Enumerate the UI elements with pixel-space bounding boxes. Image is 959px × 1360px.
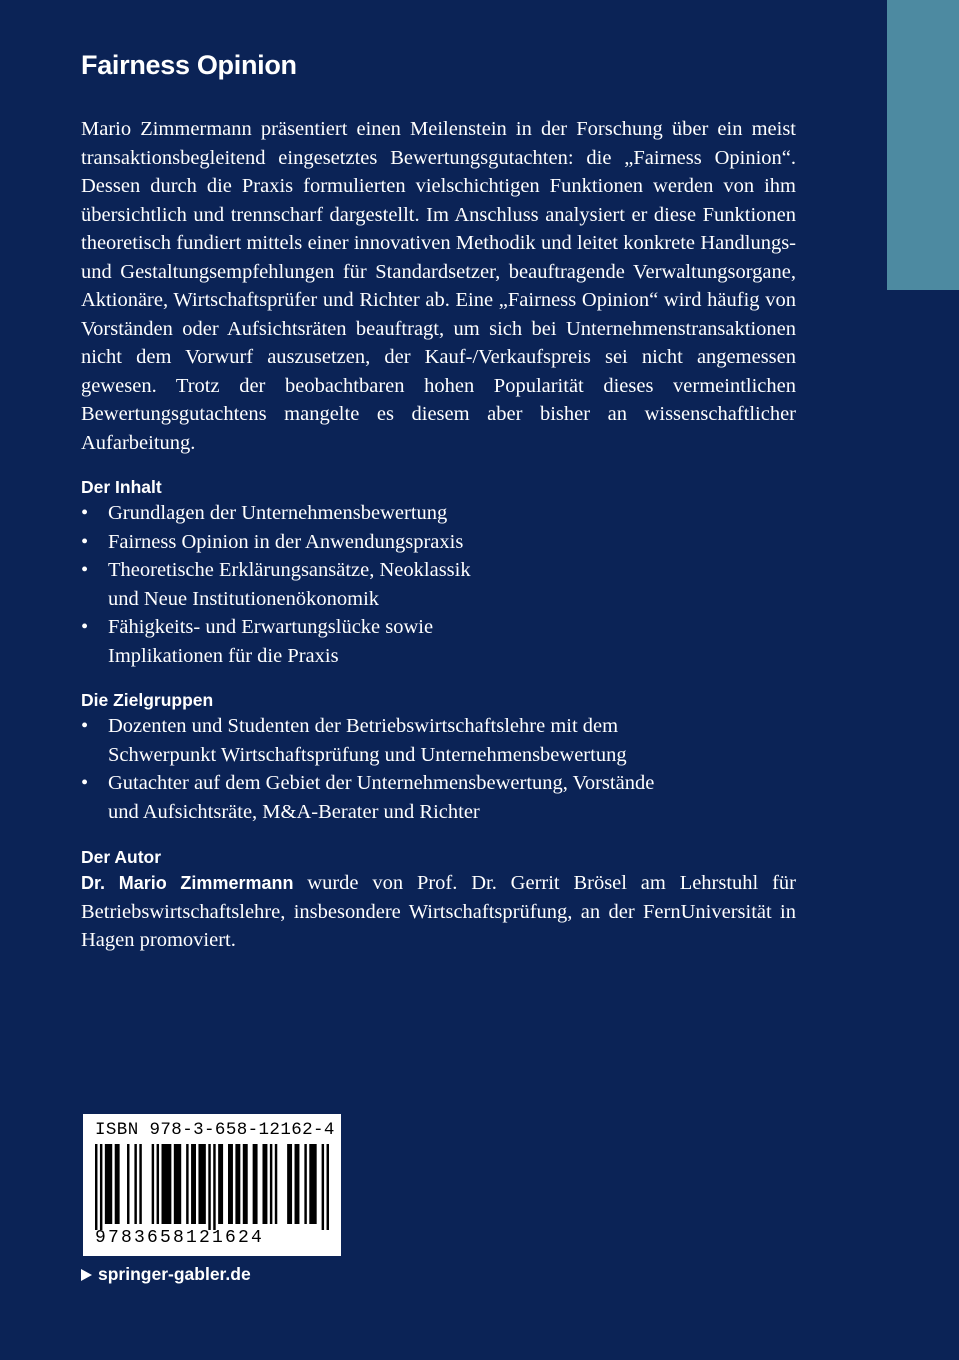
list-item: • Dozenten und Studenten der Betriebswirtschaftslehre mit dem Schwerpunkt Wirtschaftsprüfung und Unternehmensbewertung [81, 712, 796, 769]
barcode-bar [186, 1144, 188, 1224]
inhalt-heading: Der Inhalt [81, 477, 162, 497]
barcode-bar [191, 1144, 196, 1224]
barcode-bar [262, 1144, 267, 1224]
autor-paragraph [81, 869, 796, 955]
barcode-bar [243, 1144, 248, 1224]
barcode-bar [157, 1144, 159, 1224]
list-item: • Fähigkeits- und Erwartungslücke sowie Implikationen für die Praxis [81, 613, 796, 670]
list-item: • Grundlagen der Unternehmensbewertung [81, 499, 796, 528]
barcode-bars [95, 1144, 329, 1230]
barcode-bar [134, 1144, 136, 1224]
barcode-bar [127, 1144, 129, 1224]
author-name: Dr. Mario Zimmermann [81, 873, 294, 893]
ean-digits: 9783658121624 [95, 1228, 265, 1248]
barcode-guard-bar [208, 1144, 210, 1230]
barcode-guard-bar [322, 1144, 324, 1230]
website-text: springer-gabler.de [98, 1264, 251, 1284]
accent-tab [887, 0, 959, 290]
barcode-bar [235, 1144, 240, 1224]
list-item: • Theoretische Erklärungsansätze, Neoklassik und Neue Institutionenökonomik [81, 556, 796, 613]
book-title: Fairness Opinion [81, 50, 297, 80]
barcode-guard-bar [327, 1144, 329, 1230]
author-bio: wurde von Prof. Dr. Gerrit Brösel am Lehrstuhl für Betriebswirtschaftslehre, insbesondere Wirtschaftsprüfung, an der FernUniversität in Hagen promoviert. [81, 872, 796, 951]
isbn-barcode [83, 1114, 341, 1256]
intro-paragraph: Mario Zimmermann präsentiert einen Meilenstein in der Forschung über ein meist transaktionsbegleitend eingesetztes Bewertungsgutachten: die „Fairness Opinion“. Dessen durch die Praxis formulierten vielschichtigen Funktionen werden von ihm übersichtlich und trennscharf dargestellt. Im Anschluss analysiert er diese Funktionen theoretisch fundiert mittels einer innovativen Methodik und leitet konkrete Handlungs- und Gestaltungsempfehlungen für Standardsetzer, beauftragende Verwaltungsorgane, Aktionäre, Wirtschaftsprüfer und Richter ab. Eine „Fairness Opinion“ wird häufig von Vorständen oder Aufsichtsräten beauftragt, um sich bei Unternehmenstransaktionen nicht dem Vorwurf auszusetzen, der Kauf-/Verkaufspreis sei nicht angemessen gewesen. Trotz der beobachtbaren hohen Popularität dieses vermeintlichen Bewertungsgutachtens mangelte es diesem aber bisher an wissenschaftlicher Aufarbeitung. [81, 118, 796, 454]
website-link[interactable] [81, 1262, 251, 1286]
barcode-bar [139, 1144, 141, 1224]
barcode-bar [162, 1144, 172, 1224]
inhalt-list [81, 499, 796, 670]
list-item: • Gutachter auf dem Gebiet der Unternehmensbewertung, Vorstände und Aufsichtsräte, M&A-Berater und Richter [81, 769, 796, 826]
barcode-bar [270, 1144, 272, 1224]
barcode-bar [287, 1144, 292, 1224]
list-item: • Fairness Opinion in der Anwendungspraxis [81, 528, 796, 557]
barcode-bar [174, 1144, 181, 1224]
zielgruppen-list [81, 712, 796, 826]
barcode-guard-bar [213, 1144, 215, 1230]
isbn-label: ISBN 978-3-658-12162-4 [95, 1120, 335, 1140]
barcode-bar [304, 1144, 306, 1224]
barcode-bar [152, 1144, 154, 1224]
barcode-bar [115, 1144, 120, 1224]
barcode-bar [218, 1144, 223, 1224]
barcode-bar [198, 1144, 205, 1224]
barcode-guard-bar [100, 1144, 102, 1230]
back-cover-content [81, 45, 796, 955]
barcode-bar [295, 1144, 300, 1224]
autor-heading: Der Autor [81, 847, 162, 867]
barcode-guard-bar [95, 1144, 97, 1230]
barcode-bar [309, 1144, 316, 1224]
zielgruppen-heading: Die Zielgruppen [81, 690, 214, 710]
barcode-bar [253, 1144, 258, 1224]
barcode-bar [228, 1144, 233, 1224]
barcode-bar [105, 1144, 112, 1224]
triangle-right-icon [81, 1269, 92, 1281]
barcode-bar [275, 1144, 277, 1224]
